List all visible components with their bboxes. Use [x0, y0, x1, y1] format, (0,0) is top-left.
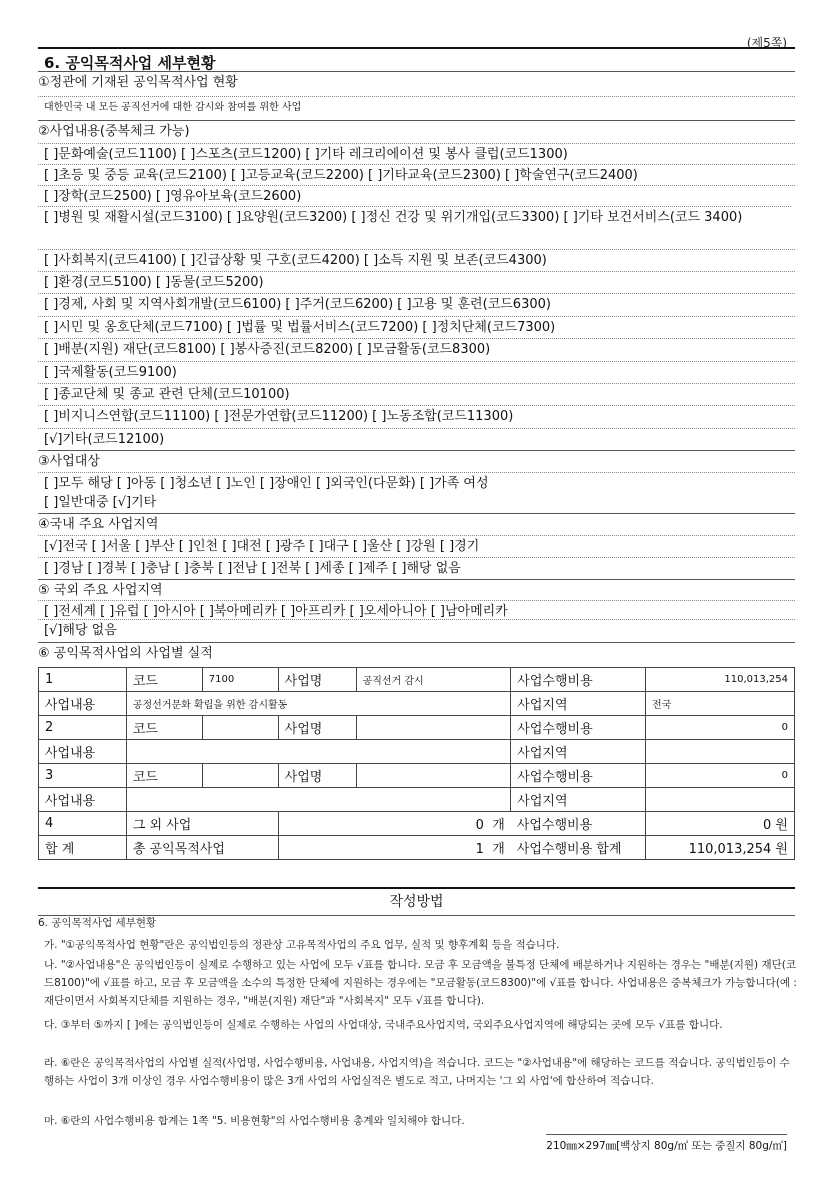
sec1-content: 대한민국 내 모든 공직선거에 대한 감시와 참여를 위한 사업: [38, 96, 795, 119]
name-label: 사업명: [278, 716, 356, 740]
cost-label: 사업수행비용: [511, 668, 646, 692]
sec2-line: [√]기타(코드12100): [38, 428, 795, 451]
cost-label: 사업수행비용: [511, 764, 646, 788]
sec4-line: [√]전국 [ ]서울 [ ]부산 [ ]인천 [ ]대전 [ ]광주 [ ]대구 [ ]울산 [ ]강원 [ ]경기: [38, 535, 795, 558]
table-row: [39, 740, 795, 764]
code-value: [202, 764, 278, 788]
sec4-heading: ④국내 주요 사업지역: [38, 513, 795, 536]
table-row-other: [39, 812, 795, 836]
other-count: 0: [475, 818, 484, 833]
name-value: 공직선거 감시: [356, 668, 511, 692]
sec3-line: [ ]모두 해당 [ ]아동 [ ]청소년 [ ]노인 [ ]장애인 [ ]외국인(다문화) [ ]가족 여성: [38, 472, 795, 495]
sec2-line: [ ]환경(코드5100) [ ]동물(코드5200): [38, 271, 795, 294]
table-row: [39, 788, 795, 812]
sec2-line: [ ]문화예술(코드1100) [ ]스포츠(코드1200) [ ]기타 레크리에이션 및 봉사 클럽(코드1300): [38, 143, 795, 166]
sec5-line: [ ]전세계 [ ]유럽 [ ]아시아 [ ]북아메리카 [ ]아프리카 [ ]오세아니아 [ ]남아메리카: [38, 600, 795, 623]
code-value: [202, 716, 278, 740]
total-label-cell: 합 계: [39, 836, 127, 860]
total-count: 1: [475, 842, 484, 857]
code-value: 7100: [202, 668, 278, 692]
other-label: 그 외 사업: [126, 812, 278, 836]
sec2-line: [ ]경제, 사회 및 지역사회개발(코드6100) [ ]주거(코드6200) [ ]고용 및 훈련(코드6300): [38, 293, 795, 316]
table-row: [39, 716, 795, 740]
sec5-heading: ⑤ 국외 주요 사업지역: [38, 579, 795, 602]
table-row-total: [39, 836, 795, 860]
sec2-line: [ ]병원 및 재활시설(코드3100) [ ]요양원(코드3200) [ ]정신 건강 및 위기개입(코드3300) [ ]기타 보건서비스(코드 3400): [38, 206, 791, 229]
region-value: [646, 740, 795, 764]
code-label: 코드: [126, 764, 202, 788]
sec2-line: [ ]배분(지원) 재단(코드8100) [ ]봉사증진(코드8200) [ ]모금활동(코드8300): [38, 338, 795, 361]
other-cost: 0 원: [646, 812, 795, 836]
results-table: [38, 667, 795, 860]
name-label: 사업명: [278, 764, 356, 788]
sec6-heading: ⑥ 공익목적사업의 사업별 실적: [38, 642, 795, 665]
other-unit: 개: [492, 818, 505, 833]
total-count-cell: [278, 836, 511, 860]
name-value: [356, 716, 511, 740]
total-unit: 개: [492, 842, 505, 857]
name-label: 사업명: [278, 668, 356, 692]
sec2-line: [ ]초등 및 중등 교육(코드2100) [ ]고등교육(코드2200) [ ]기타교육(코드2300) [ ]학술연구(코드2400): [38, 164, 795, 187]
guide-item: 라. ⑥란은 공익목적사업의 사업별 실적(사업명, 사업수행비용, 사업내용, 사업지역)을 적습니다. 코드는 "②사업내용"에 해당하는 코드를 적습니다. 공익법인등이 수행하는 사업이 3개 이상인 경우 사업수행비용이 많은 3개 사업의 사업실적은 별도로 적고, 나머지는 '그 외 사업'에 합산하여 적습니다.: [44, 1057, 790, 1087]
sec2-line: [ ]장학(코드2500) [ ]영유아보육(코드2600): [38, 185, 795, 208]
content-value: [126, 740, 510, 764]
region-label: 사업지역: [511, 788, 646, 812]
content-label: 사업내용: [39, 788, 127, 812]
guide-title: 6. 공익목적사업 세부현황: [38, 917, 157, 929]
total-label: 총 공익목적사업: [126, 836, 278, 860]
cost-label: 사업수행비용: [511, 716, 646, 740]
table-row: [39, 764, 795, 788]
sec5-line: [√]해당 없음: [38, 619, 795, 642]
sec1-heading: ①정관에 기재된 공익목적사업 현황: [38, 71, 795, 94]
paper-spec: 210㎜×297㎜[백상지 80g/㎡ 또는 중질지 80g/㎡]: [546, 1134, 787, 1153]
region-value: [646, 788, 795, 812]
region-value: 전국: [646, 692, 795, 716]
cost-value: 110,013,254: [646, 668, 795, 692]
cost-value: 0: [646, 764, 795, 788]
sec2-heading: ②사업내용(중복체크 가능): [38, 120, 795, 143]
region-label: 사업지역: [511, 692, 646, 716]
code-label: 코드: [126, 716, 202, 740]
sec4-line: [ ]경남 [ ]경북 [ ]충남 [ ]충북 [ ]전남 [ ]전북 [ ]세종 [ ]제주 [ ]해당 없음: [38, 557, 795, 580]
region-label: 사업지역: [511, 740, 646, 764]
sec2-line: [ ]시민 및 옹호단체(코드7100) [ ]법률 및 법률서비스(코드7200) [ ]정치단체(코드7300): [38, 316, 795, 339]
content-label: 사업내용: [39, 740, 127, 764]
page-number: (제5쪽): [746, 36, 787, 50]
total-cost: 110,013,254 원: [646, 836, 795, 860]
table-row: [39, 668, 795, 692]
name-value: [356, 764, 511, 788]
guide-item: 다. ③부터 ⑤까지 [ ]에는 공익법인등이 실제로 수행하는 사업의 사업대상, 국내주요사업지역, 국외주요사업지역에 해당되는 곳에 모두 √표를 합니다.: [44, 1019, 723, 1031]
guide-heading: 작성방법: [38, 887, 795, 916]
sec2-line: [ ]비지니스연합(코드11100) [ ]전문가연합(코드11200) [ ]노동조합(코드11300): [38, 405, 795, 428]
other-cost-label: 사업수행비용: [511, 812, 646, 836]
item-number: 1: [39, 668, 127, 692]
other-number: 4: [39, 812, 127, 836]
guide-item: 가. "①공익목적사업 현황"란은 공익법인등의 정관상 고유목적사업의 주요 업무, 실적 및 향후계획 등을 적습니다.: [44, 939, 560, 951]
table-row: [39, 692, 795, 716]
item-number: 2: [39, 716, 127, 740]
sec2-line: [ ]사회복지(코드4100) [ ]긴급상황 및 구호(코드4200) [ ]소득 지원 및 보존(코드4300): [38, 249, 795, 272]
sec3-line: [ ]일반대중 [√]기타: [44, 495, 157, 510]
total-cost-label: 사업수행비용 합계: [511, 836, 646, 860]
guide-item: 나. "②사업내용"은 공익법인등이 실제로 수행하고 있는 사업에 모두 √표를 합니다. 모금 후 모금액을 불특정 단체에 배분하거나 지원하는 경우는 "배분(지원) 재단(코드8100)"에 √표를 하고, 모금 후 모금액을 소수의 특정한 단체에 지원하는 경우에는 "모금활동(코드8300)"에 √표를 합니다. 사업내용은 중복체크가 가능합니다(예 : 재단이면서 사회복지단체를 지원하는 경우, "배분(지원) 재단"과 "사회복지" 모두 √표를 합니다).: [44, 959, 797, 1007]
other-count-cell: [278, 812, 511, 836]
top-rule: [38, 47, 795, 49]
sec3-heading: ③사업대상: [38, 450, 795, 473]
page-title: 6. 공익목적사업 세부현황: [44, 54, 216, 72]
content-value: [126, 788, 510, 812]
content-label: 사업내용: [39, 692, 127, 716]
guide-item: 마. ⑥란의 사업수행비용 합계는 1쪽 "5. 비용현황"의 사업수행비용 총계와 일치해야 합니다.: [44, 1115, 465, 1127]
sec2-line: [ ]종교단체 및 종교 관련 단체(코드10100): [38, 383, 795, 406]
content-value: 공정선거문화 확립을 위한 감시활동: [126, 692, 510, 716]
cost-value: 0: [646, 716, 795, 740]
item-number: 3: [39, 764, 127, 788]
code-label: 코드: [126, 668, 202, 692]
sec2-line: [ ]국제활동(코드9100): [38, 361, 795, 384]
